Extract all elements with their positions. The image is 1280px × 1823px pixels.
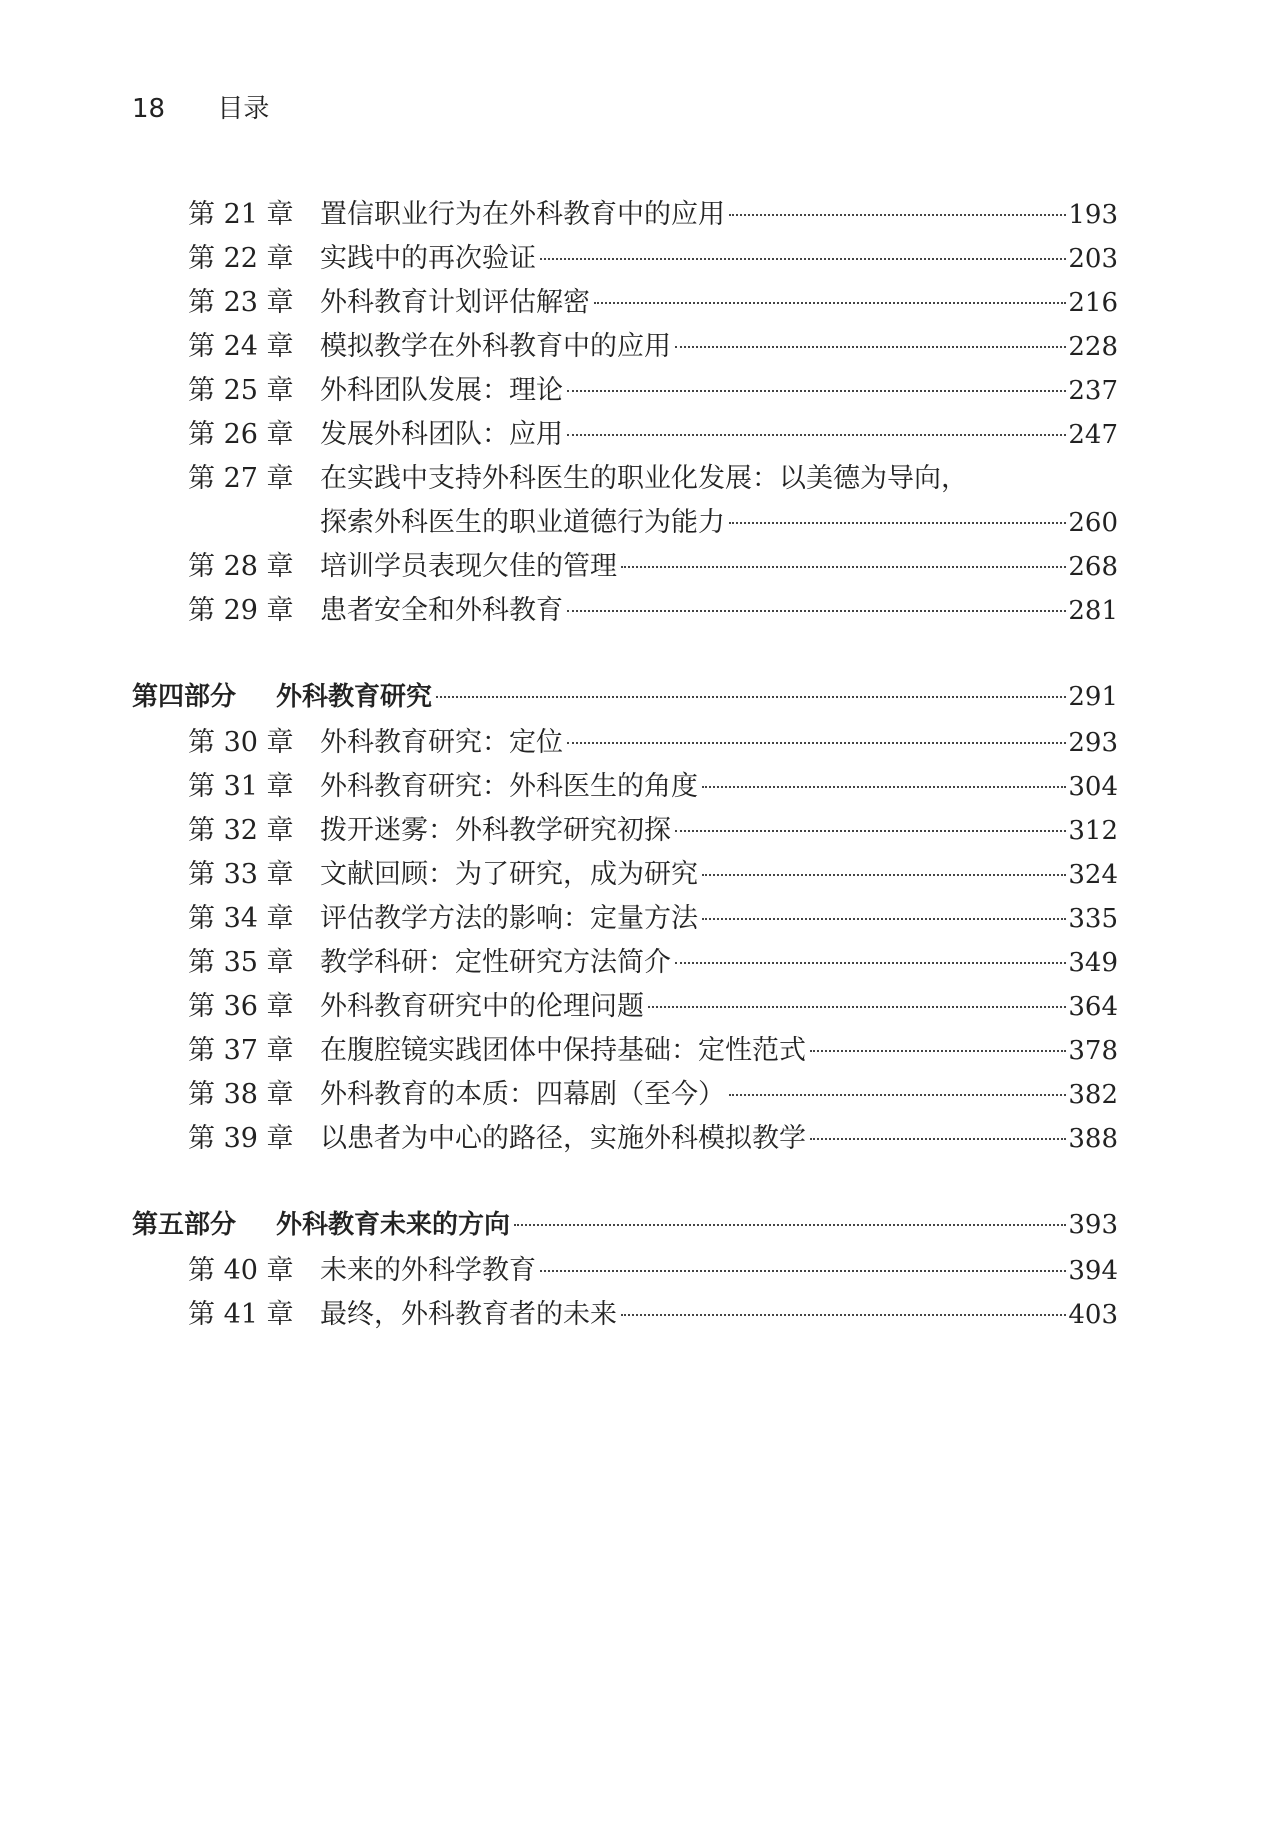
chapter-page: 216 <box>1068 288 1118 318</box>
chapter-title: 患者安全和外科教育 <box>320 595 563 626</box>
chapter-page: 193 <box>1068 200 1118 230</box>
chapter-title: 拨开迷雾：外科教学研究初探 <box>320 815 671 846</box>
toc-entry[interactable] <box>132 984 1118 1028</box>
dot-leader <box>567 742 1066 744</box>
header-title: 目录 <box>217 94 270 124</box>
part-page: 393 <box>1068 1210 1118 1240</box>
chapter-title: 模拟教学在外科教育中的应用 <box>320 331 671 362</box>
toc-entry[interactable] <box>132 1116 1118 1160</box>
chapter-label: 第 36 章 <box>188 991 294 1022</box>
chapter-label: 第 21 章 <box>188 199 294 230</box>
toc-entry[interactable] <box>132 764 1118 808</box>
chapter-page: 403 <box>1068 1300 1118 1330</box>
chapter-label: 第 40 章 <box>188 1255 294 1286</box>
chapter-label: 第 38 章 <box>188 1079 294 1110</box>
dot-leader <box>567 434 1066 436</box>
chapter-page: 293 <box>1068 728 1118 758</box>
toc-entry[interactable] <box>132 456 1118 500</box>
toc-entry[interactable] <box>132 1292 1118 1336</box>
chapter-label: 第 32 章 <box>188 815 294 846</box>
part-title: 外科教育未来的方向 <box>276 1210 511 1240</box>
chapter-page: 203 <box>1068 244 1118 274</box>
dot-leader <box>594 302 1066 304</box>
part-label: 第五部分 <box>132 1210 237 1240</box>
chapter-title: 外科教育研究：外科医生的角度 <box>320 771 698 802</box>
chapter-page: 260 <box>1068 508 1118 538</box>
dot-leader <box>702 918 1066 920</box>
dot-leader <box>810 1050 1066 1052</box>
dot-leader <box>567 390 1066 392</box>
chapter-title: 发展外科团队：应用 <box>320 419 563 450</box>
chapter-page: 382 <box>1068 1080 1118 1110</box>
chapter-title: 以患者为中心的路径，实施外科模拟教学 <box>320 1123 806 1154</box>
toc-entry[interactable] <box>132 236 1118 280</box>
table-of-contents <box>132 192 1118 1336</box>
dot-leader <box>702 874 1066 876</box>
dot-leader <box>675 962 1066 964</box>
toc-entry[interactable] <box>132 1028 1118 1072</box>
dot-leader <box>675 830 1066 832</box>
chapter-title: 实践中的再次验证 <box>320 243 536 274</box>
chapter-page: 335 <box>1068 904 1118 934</box>
toc-entry[interactable] <box>132 368 1118 412</box>
part-heading[interactable] <box>132 676 1118 720</box>
chapter-title: 培训学员表现欠佳的管理 <box>320 551 617 582</box>
toc-entry[interactable] <box>132 544 1118 588</box>
section-spacer <box>132 1160 1118 1204</box>
dot-leader <box>540 1270 1066 1272</box>
toc-entry[interactable] <box>132 1072 1118 1116</box>
dot-leader <box>702 786 1066 788</box>
section-spacer <box>132 632 1118 676</box>
chapter-page: 237 <box>1068 376 1118 406</box>
page-number: 18 <box>132 94 166 124</box>
dot-leader <box>540 258 1066 260</box>
toc-entry[interactable] <box>132 192 1118 236</box>
part-title: 外科教育研究 <box>276 682 433 712</box>
toc-entry[interactable] <box>132 412 1118 456</box>
dot-leader <box>514 1224 1066 1226</box>
chapter-page: 388 <box>1068 1124 1118 1154</box>
dot-leader <box>621 566 1066 568</box>
dot-leader <box>729 214 1066 216</box>
chapter-title: 在腹腔镜实践团体中保持基础：定性范式 <box>320 1035 806 1066</box>
toc-entry[interactable] <box>132 896 1118 940</box>
chapter-label: 第 41 章 <box>188 1299 294 1330</box>
chapter-title: 教学科研：定性研究方法简介 <box>320 947 671 978</box>
chapter-title: 外科教育的本质：四幕剧（至今） <box>320 1079 725 1110</box>
chapter-label: 第 28 章 <box>188 551 294 582</box>
chapter-label: 第 31 章 <box>188 771 294 802</box>
toc-entry[interactable] <box>132 280 1118 324</box>
chapter-title-continued: 探索外科医生的职业道德行为能力 <box>320 507 725 538</box>
chapter-page: 281 <box>1068 596 1118 626</box>
chapter-label: 第 23 章 <box>188 287 294 318</box>
toc-entry[interactable] <box>132 808 1118 852</box>
chapter-page: 304 <box>1068 772 1118 802</box>
part-page: 291 <box>1068 682 1118 712</box>
chapter-title: 未来的外科学教育 <box>320 1255 536 1286</box>
chapter-page: 349 <box>1068 948 1118 978</box>
chapter-page: 312 <box>1068 816 1118 846</box>
chapter-title: 外科团队发展：理论 <box>320 375 563 406</box>
chapter-label: 第 30 章 <box>188 727 294 758</box>
toc-entry[interactable] <box>132 1248 1118 1292</box>
chapter-label: 第 37 章 <box>188 1035 294 1066</box>
dot-leader <box>567 610 1066 612</box>
chapter-label: 第 39 章 <box>188 1123 294 1154</box>
dot-leader <box>729 522 1066 524</box>
toc-entry[interactable] <box>132 324 1118 368</box>
dot-leader <box>810 1138 1066 1140</box>
chapter-page: 268 <box>1068 552 1118 582</box>
chapter-label: 第 34 章 <box>188 903 294 934</box>
chapter-label: 第 35 章 <box>188 947 294 978</box>
chapter-label: 第 24 章 <box>188 331 294 362</box>
chapter-page: 364 <box>1068 992 1118 1022</box>
chapter-label: 第 22 章 <box>188 243 294 274</box>
chapter-title: 外科教育研究：定位 <box>320 727 563 758</box>
chapter-page: 394 <box>1068 1256 1118 1286</box>
toc-entry[interactable] <box>132 720 1118 764</box>
dot-leader <box>729 1094 1066 1096</box>
chapter-label: 第 26 章 <box>188 419 294 450</box>
chapter-page: 228 <box>1068 332 1118 362</box>
chapter-title: 在实践中支持外科医生的职业化发展：以美德为导向， <box>320 463 968 494</box>
chapter-label: 第 29 章 <box>188 595 294 626</box>
chapter-label: 第 25 章 <box>188 375 294 406</box>
dot-leader <box>436 696 1066 698</box>
chapter-page: 324 <box>1068 860 1118 890</box>
chapter-title: 最终，外科教育者的未来 <box>320 1299 617 1330</box>
toc-entry[interactable] <box>132 852 1118 896</box>
chapter-page: 247 <box>1068 420 1118 450</box>
dot-leader <box>675 346 1066 348</box>
dot-leader <box>648 1006 1066 1008</box>
chapter-page: 378 <box>1068 1036 1118 1066</box>
chapter-title: 评估教学方法的影响：定量方法 <box>320 903 698 934</box>
dot-leader <box>621 1314 1066 1316</box>
chapter-title: 置信职业行为在外科教育中的应用 <box>320 199 725 230</box>
chapter-label: 第 27 章 <box>188 463 294 494</box>
part-heading[interactable] <box>132 1204 1118 1248</box>
chapter-title: 外科教育研究中的伦理问题 <box>320 991 644 1022</box>
toc-entry[interactable] <box>132 588 1118 632</box>
page-header <box>132 88 269 125</box>
chapter-title: 文献回顾：为了研究，成为研究 <box>320 859 698 890</box>
part-label: 第四部分 <box>132 682 237 712</box>
chapter-label: 第 33 章 <box>188 859 294 890</box>
chapter-title: 外科教育计划评估解密 <box>320 287 590 318</box>
toc-entry-continuation[interactable] <box>132 500 1118 544</box>
toc-entry[interactable] <box>132 940 1118 984</box>
